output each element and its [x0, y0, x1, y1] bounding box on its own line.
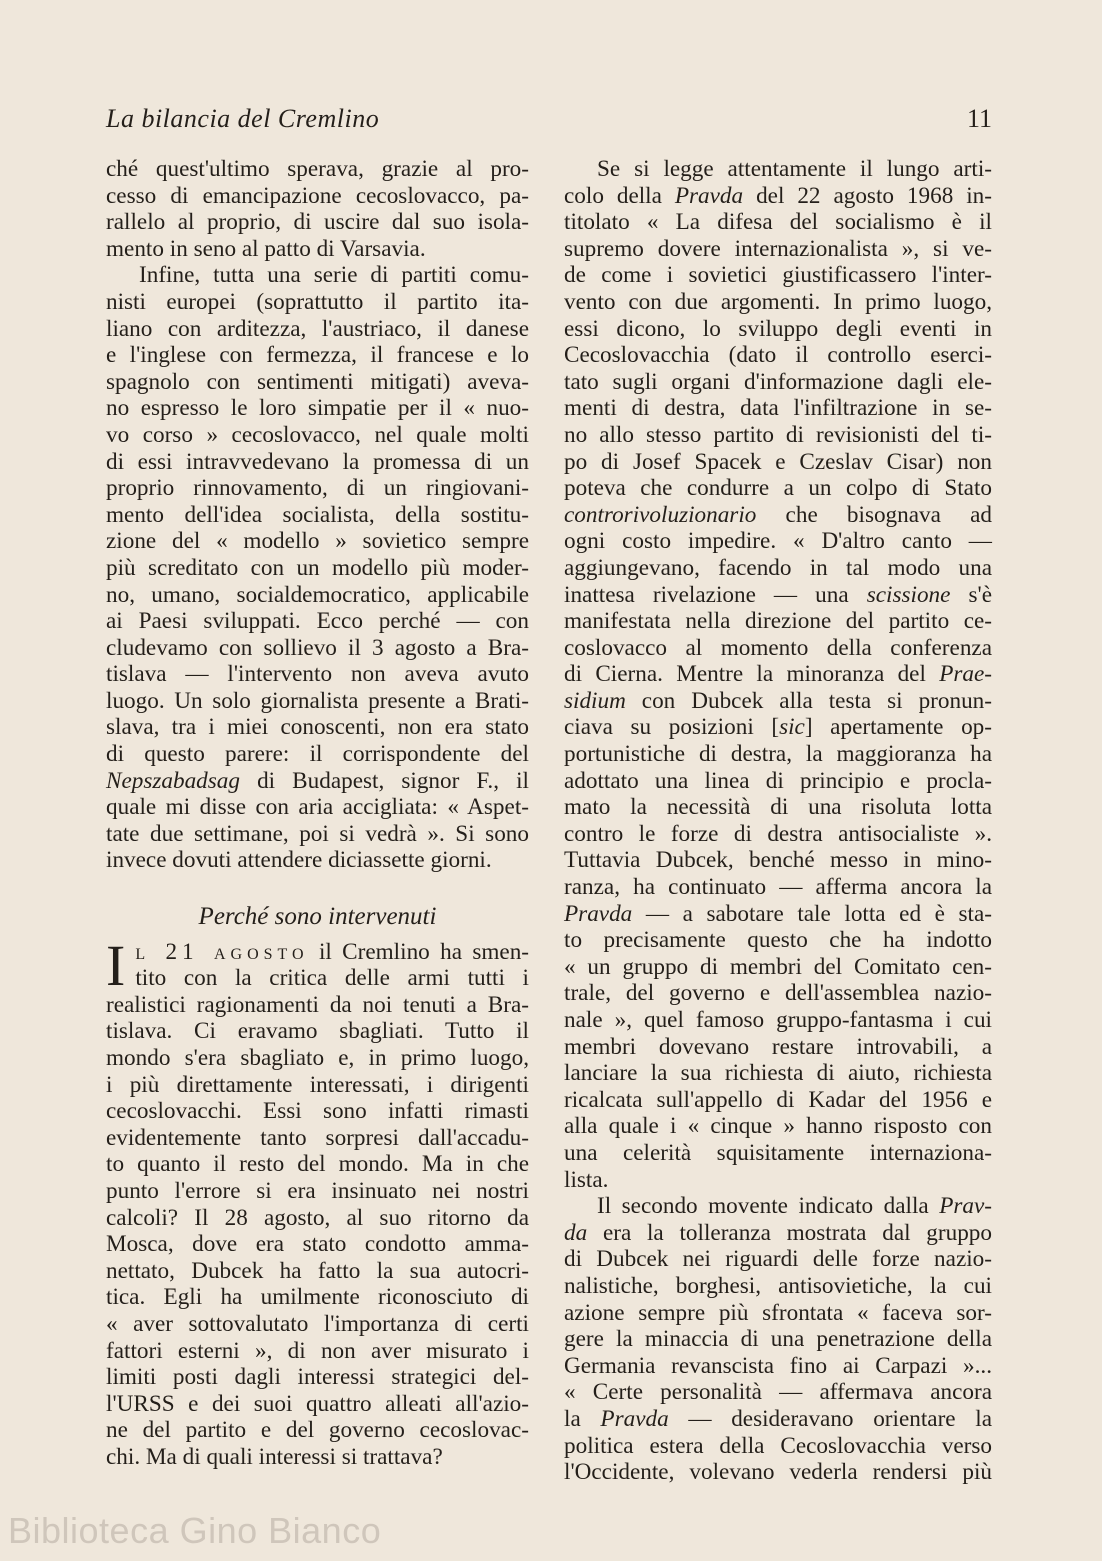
text-line: chi. Ma di quali interessi si trattava? [106, 1443, 443, 1470]
text-line: Germania revanscista fino ai Carpazi »... [564, 1352, 992, 1379]
text-line: lista. [564, 1166, 609, 1193]
text-line: luogo. Un solo giornalista presente a Brati- [106, 687, 529, 714]
text-line: rallelo al proprio, di uscire dal suo isola- [106, 209, 529, 236]
text-line: coslovacco al momento della conferenza [564, 634, 992, 661]
text-line: gere la minaccia di una penetrazione della [564, 1326, 992, 1353]
text-fragment: ciava su posizioni [ [564, 714, 780, 741]
text-line: fattori esterni », di non aver misurato i [106, 1337, 529, 1364]
text-line: to precisamente questo che ha indotto [564, 927, 992, 954]
text-fragment: — a sabotare tale lotta ed è sta- [632, 900, 992, 927]
text-line: trale, del governo e dell'assemblea nazio- [564, 980, 992, 1007]
text-line: Se si legge attentamente il lungo arti- [597, 156, 992, 182]
text-fragment: il Cremlino ha smen- [308, 938, 530, 965]
text-line: l'Occidente, volevano vederla rendersi più [564, 1459, 992, 1486]
text-line: manifestata nella direzione del partito ce- [564, 608, 992, 635]
text-line: nalistiche, borghesi, antisovietiche, la cui [564, 1272, 992, 1299]
text-line [106, 768, 529, 795]
text-line: po di Josef Spacek e Czeslav Cisar) non [564, 448, 992, 475]
running-title: La bilancia del Cremlino [106, 104, 380, 133]
text-fragment: che bisognava ad [756, 501, 992, 528]
text-line: Tuttavia Dubcek, benché messo in mino- [564, 847, 992, 874]
text-line: no espresso le loro simpatie per il « nuo- [106, 395, 529, 422]
text-line: cecoslovacchi. Essi sono infatti rimasti [106, 1098, 529, 1125]
text-line [106, 939, 529, 966]
text-line: titolato « La difesa del socialismo è il [564, 209, 992, 236]
text-line: calcoli? Il 28 agosto, al suo ritorno da [106, 1204, 529, 1231]
text-line: e l'inglese con fermezza, il francese e lo [106, 342, 529, 369]
text-line: evidentemente tanto sorpresi dall'accadu- [106, 1124, 529, 1151]
text-line: una celerità squisitamente internaziona- [564, 1139, 992, 1166]
text-line: cesso di emancipazione cecoslovacco, pa- [106, 182, 529, 209]
text-line: invece dovuti attendere diciassette giorni. [106, 847, 492, 874]
text-line: vo corso » cecoslovacco, nel quale molti [106, 421, 529, 448]
text-line: contro le forze di destra antisocialiste ». [564, 820, 992, 847]
right-column [564, 156, 992, 1486]
text-line: tica. Egli ha umilmente riconosciuto di [106, 1284, 529, 1311]
left-column [106, 156, 529, 1471]
emphasis: sidium [564, 687, 626, 714]
text-line: ricalcata sull'appello di Kadar del 1956 e [564, 1086, 992, 1113]
text-line: de come i sovietici giustificassero l'inter- [564, 262, 992, 289]
text-fragment: s'è [950, 581, 993, 608]
text-line: nisti europei (soprattutto il partito ita- [106, 288, 529, 315]
small-caps-date: l 21 agosto [135, 938, 309, 965]
text-line: tato sugli organi d'informazione dagli ele- [564, 368, 992, 395]
text-fragment: di Cierna. Mentre la minoranza del [564, 661, 940, 688]
text-line: essi dicono, lo sviluppo degli eventi in [564, 315, 992, 342]
text-line: ai Paesi sviluppati. Ecco perché — con [106, 608, 529, 635]
text-line: di questo parere: il corrispondente del [106, 741, 529, 768]
text-line: nettato, Dubcek ha fatto la sua autocri- [106, 1257, 529, 1284]
text-line: limiti posti dagli interessi strategici del- [106, 1364, 529, 1391]
newspaper-name: Pravda [600, 1405, 669, 1432]
emphasis: Prav- [939, 1193, 992, 1220]
text-line: Mosca, dove era stato condotto amma- [106, 1231, 529, 1258]
text-line: di Dubcek nei riguardi delle forze nazio- [564, 1246, 992, 1273]
text-line: « un gruppo di membri del Comitato cen- [564, 953, 992, 980]
text-line: zione del « modello » sovietico sempre [106, 528, 529, 555]
text-fragment: era la tolleranza mostrata dal gruppo [587, 1219, 992, 1246]
newspaper-name: Pravda [564, 900, 633, 927]
text-line [564, 1220, 992, 1247]
text-line: vento con due argomenti. In primo luogo, [564, 288, 992, 315]
text-line: realistici ragionamenti da noi tenuti a Bra- [106, 991, 529, 1018]
text-line: spagnolo con sentimenti mitigati) aveva- [106, 368, 529, 395]
text-line: mento in seno al patto di Varsavia. [106, 235, 426, 262]
section-heading: Perché sono intervenuti [198, 903, 437, 931]
text-line: supremo dovere internazionalista », si ve- [564, 235, 992, 262]
text-fragment: la [564, 1405, 601, 1432]
text-fragment: del 22 agosto 1968 in- [743, 182, 992, 209]
text-line: ranza, ha continuato — afferma ancora la [564, 874, 992, 901]
emphasis: da [564, 1219, 588, 1246]
text-line: ne del partito e del governo cecoslovac- [106, 1417, 529, 1444]
text-fragment: inattesa rivelazione — una [564, 581, 867, 608]
emphasis: Prae- [939, 661, 992, 688]
text-line: « Certe personalità — affermava ancora [564, 1379, 992, 1406]
text-line [564, 901, 992, 928]
text-fragment: — desideravano orientare la [668, 1405, 992, 1432]
text-line [564, 714, 992, 741]
text-line: slava, tra i miei conoscenti, non era stato [106, 714, 529, 741]
text-line: no, umano, socialdemocratico, applicabile [106, 581, 529, 608]
newspaper-name: Nepszabadsag [106, 767, 240, 794]
text-line: i più direttamente interessati, i dirigenti [106, 1071, 529, 1098]
text-line: to quanto il resto del mondo. Ma in che [106, 1151, 529, 1178]
text-line: mondo s'era sbagliato e, in primo luogo, [106, 1045, 529, 1071]
paragraph-1 [106, 156, 529, 262]
text-line: tislava. Ci eravamo sbagliati. Tutto il [106, 1018, 529, 1045]
text-line [564, 1406, 992, 1433]
newspaper-name: Pravda [674, 182, 744, 209]
text-line [564, 1193, 992, 1220]
text-line [564, 661, 992, 688]
text-line: aggiungevano, facendo in tal modo una [564, 554, 992, 581]
text-line: tate due settimane, poi si vedrà ». Si sono [106, 820, 529, 847]
text-line: adottato una linea di principio e procla- [564, 767, 992, 794]
text-fragment: con Dubcek alla testa si pronun- [625, 687, 992, 714]
running-header [106, 104, 992, 140]
text-line: ogni costo impedire. « D'altro canto — [564, 528, 992, 555]
text-line: mato la necessità di una risoluta lotta [564, 794, 992, 821]
text-line: Infine, tutta una serie di partiti comu- [139, 262, 529, 289]
text-line: no allo stesso partito di revisionisti del ti- [564, 421, 992, 448]
text-line: l'URSS e dei suoi quattro alleati all'azio- [106, 1390, 529, 1417]
text-line: tislava — l'intervento non aveva avuto [106, 661, 529, 688]
text-line [564, 582, 992, 609]
paragraph-5 [564, 1193, 992, 1486]
text-line: nale », quel famoso gruppo-fantasma i cui [564, 1007, 992, 1033]
text-line: mento dell'idea socialista, della sostitu- [106, 501, 529, 528]
text-line: liano con arditezza, l'austriaco, il danese [106, 315, 529, 342]
text-line: portunistiche di destra, la maggioranza ha [564, 741, 992, 768]
drop-cap: I [106, 932, 126, 998]
emphasis: sic [779, 714, 805, 741]
emphasis: controrivoluzionario [564, 501, 757, 528]
text-line: menti di destra, data l'infiltrazione in se- [564, 395, 992, 422]
text-line: Cecoslovacchia (dato il controllo eserci- [564, 342, 992, 369]
text-line [564, 183, 992, 210]
text-line: lanciare la sua richiesta di aiuto, richiesta [564, 1060, 992, 1087]
emphasis: scissione [866, 581, 951, 608]
text-fragment: ] apertamente op- [804, 714, 992, 741]
paragraph-3 [106, 932, 530, 1471]
text-line: cludevamo con sollievo il 3 agosto a Bra- [106, 634, 529, 661]
text-line: alla quale i « cinque » hanno risposto con [564, 1113, 992, 1140]
text-line: proprio rinnovamento, di un ringiovani- [106, 475, 529, 502]
text-line [564, 502, 992, 529]
text-line: di essi intravvedevano la promessa di un [106, 448, 529, 475]
text-line: membri dovevano restare introvabili, a [564, 1033, 992, 1060]
text-line: più screditato con un modello più moder- [106, 554, 529, 581]
paragraph-4 [564, 156, 992, 1193]
text-line [564, 688, 992, 715]
library-watermark: Biblioteca Gino Bianco [8, 1510, 382, 1551]
text-line: politica estera della Cecoslovacchia verso [564, 1432, 992, 1459]
text-line: tito con la critica delle armi tutti i [135, 965, 529, 992]
text-line: quale mi disse con aria accigliata: « Aspet- [106, 794, 529, 821]
text-line: punto l'errore si era insinuato nei nostri [106, 1177, 529, 1204]
text-line: ché quest'ultimo sperava, grazie al pro- [106, 156, 529, 182]
text-fragment: Il secondo movente indicato dalla [597, 1193, 940, 1220]
page-number: 11 [966, 104, 992, 133]
text-line: azione sempre più sfrontata « faceva sor- [564, 1299, 992, 1326]
text-fragment: di Budapest, signor F., il [240, 767, 529, 794]
text-line: poteva che condurre a un colpo di Stato [564, 475, 992, 502]
text-line: « aver sottovalutato l'importanza di certi [106, 1310, 529, 1337]
paragraph-2 [106, 262, 529, 874]
text-fragment: colo della [564, 182, 675, 209]
